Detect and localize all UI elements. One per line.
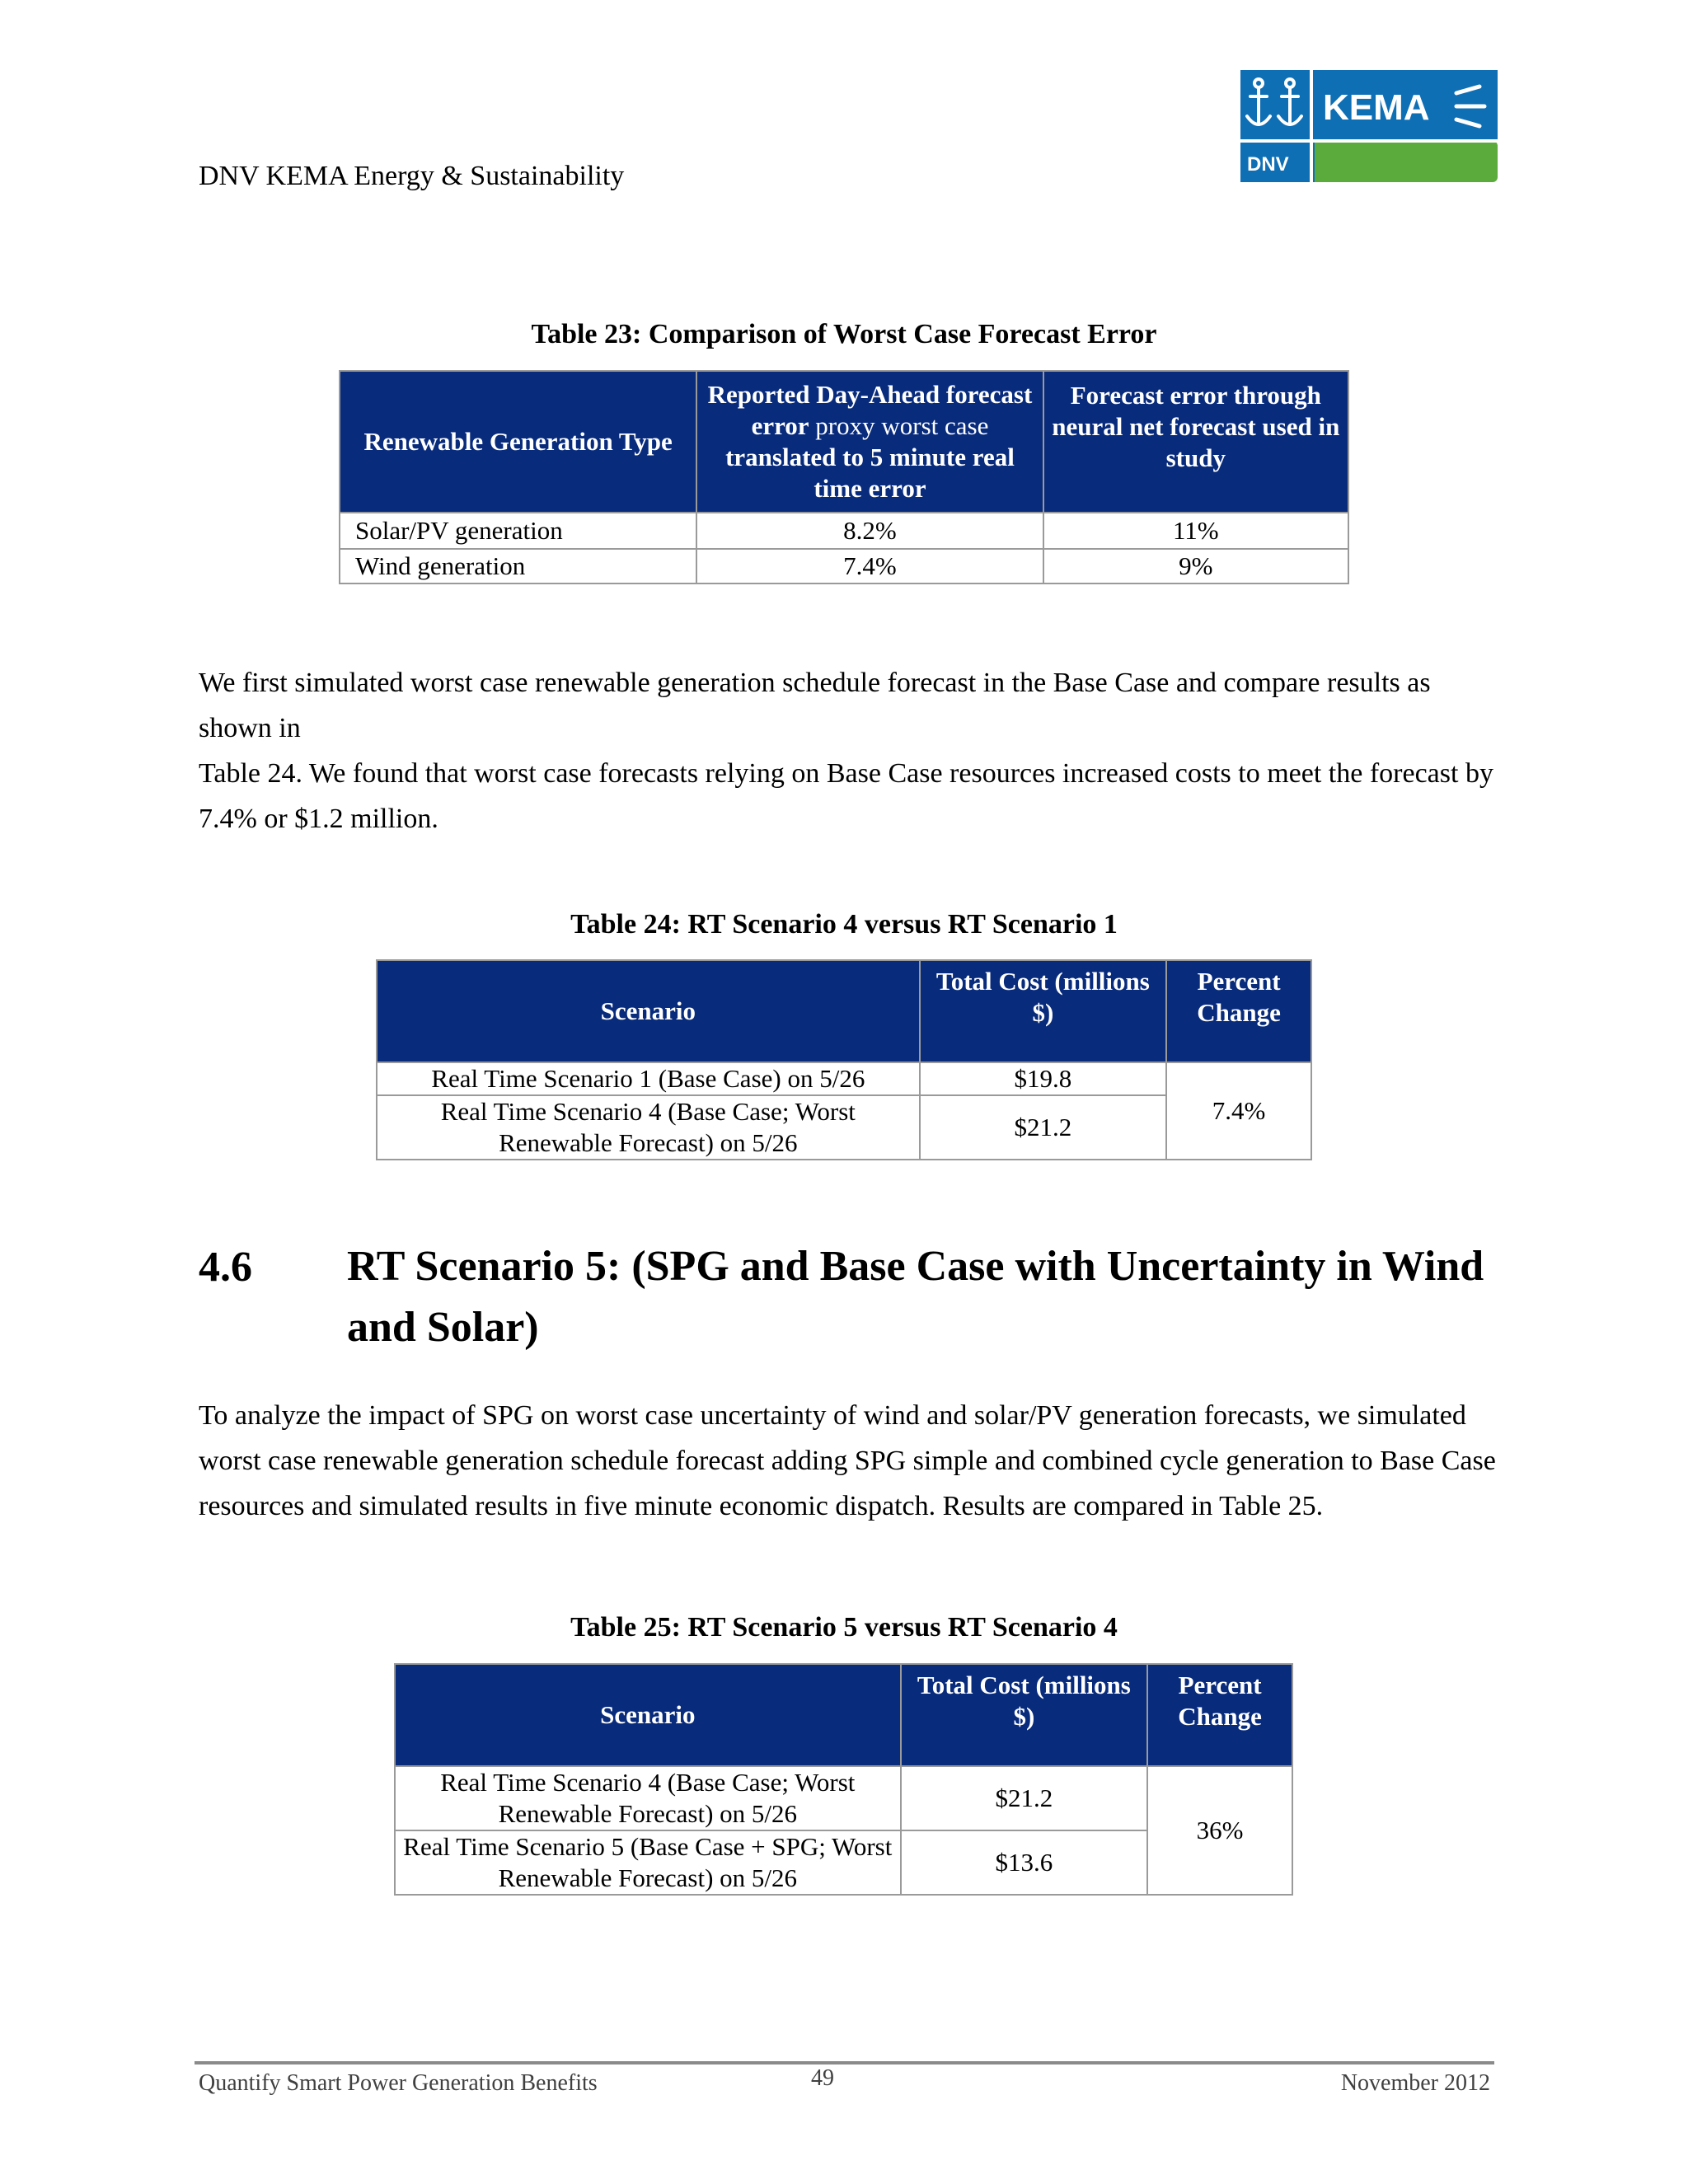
logo-dnv-text: DNV [1247,153,1289,176]
table24-caption: Table 24: RT Scenario 4 versus RT Scenario 1 [570,909,1118,940]
table25-cell-scenario: Real Time Scenario 5 (Base Case + SPG; Worst Renewable Forecast) on 5/26 [395,1830,901,1895]
table-row [340,513,1348,549]
table25-header-total-cost: Total Cost (millions $) [901,1664,1148,1766]
table24-cell-percent-change: 7.4% [1166,1062,1311,1160]
table24-header-total-cost: Total Cost (millions $) [920,960,1167,1062]
table24-cell-cost: $19.8 [920,1062,1167,1095]
table23-cell-reported: 8.2% [696,513,1043,549]
table25-caption: Table 25: RT Scenario 5 versus RT Scenario 4 [570,1612,1118,1643]
table24-cell-cost: $21.2 [920,1095,1167,1160]
table25-cell-cost: $21.2 [901,1766,1148,1830]
header-org: DNV KEMA Energy & Sustainability [199,161,625,191]
table23-header-type: Renewable Generation Type [340,371,696,513]
table23-header-reported: Reported Day-Ahead forecast error proxy worst case translated to 5 minute real time error [696,371,1043,513]
section-number: 4.6 [199,1244,252,1291]
table24-cell-scenario: Real Time Scenario 1 (Base Case) on 5/26 [377,1062,920,1095]
paragraph-2: To analyze the impact of SPG on worst case uncertainty of wind and solar/PV generation forecasts, we simulated worst case renewable generation schedule forecast adding SPG simple and combined cycle generation to Base Case resources and simulated results in five minute economic dispatch. Results are compared in Table 25. [199,1400,1496,1521]
logo-kema-text: KEMA [1323,87,1430,128]
table-row [395,1766,1292,1830]
paragraph-1-line-2: Table 24. We found that worst case forecasts relying on Base Case resources increased costs to meet the forecast by 7.4% or $1.2 million. [199,758,1493,834]
kema-dnv-logo [1240,70,1498,182]
table-row [377,1062,1311,1095]
footer-right: November 2012 [1340,2070,1490,2096]
table24-header-scenario: Scenario [377,960,920,1062]
table25-cell-scenario: Real Time Scenario 4 (Base Case; Worst Renewable Forecast) on 5/26 [395,1766,901,1830]
table23-cell-neural: 9% [1043,549,1348,583]
table-row [340,549,1348,583]
table23 [339,370,1349,584]
table24-header-percent-change: Percent Change [1166,960,1311,1062]
paragraph-1-line-1: We first simulated worst case renewable generation schedule forecast in the Base Case and compare results as shown in [199,668,1431,743]
footer-rule [195,2061,1494,2064]
table25-header-scenario: Scenario [395,1664,901,1766]
table23-cell-neural: 11% [1043,513,1348,549]
table25-header-percent-change: Percent Change [1147,1664,1292,1766]
table24-cell-scenario: Real Time Scenario 4 (Base Case; Worst Renewable Forecast) on 5/26 [377,1095,920,1160]
paragraph-1 [199,660,1501,841]
footer-left: Quantify Smart Power Generation Benefits [199,2070,598,2096]
table25-cell-percent-change: 36% [1147,1766,1292,1895]
table25-cell-cost: $13.6 [901,1830,1148,1895]
table23-caption: Table 23: Comparison of Worst Case Forecast Error [531,319,1157,349]
table23-header-neural: Forecast error through neural net forecast used in study [1043,371,1348,513]
table24 [376,959,1312,1160]
footer-page-number: 49 [811,2065,834,2091]
table25 [394,1663,1293,1896]
table23-cell-type: Wind generation [340,549,696,583]
section-title: RT Scenario 5: (SPG and Base Case with Uncertainty in Wind and Solar) [347,1243,1484,1351]
table23-cell-type: Solar/PV generation [340,513,696,549]
table23-cell-reported: 7.4% [696,549,1043,583]
